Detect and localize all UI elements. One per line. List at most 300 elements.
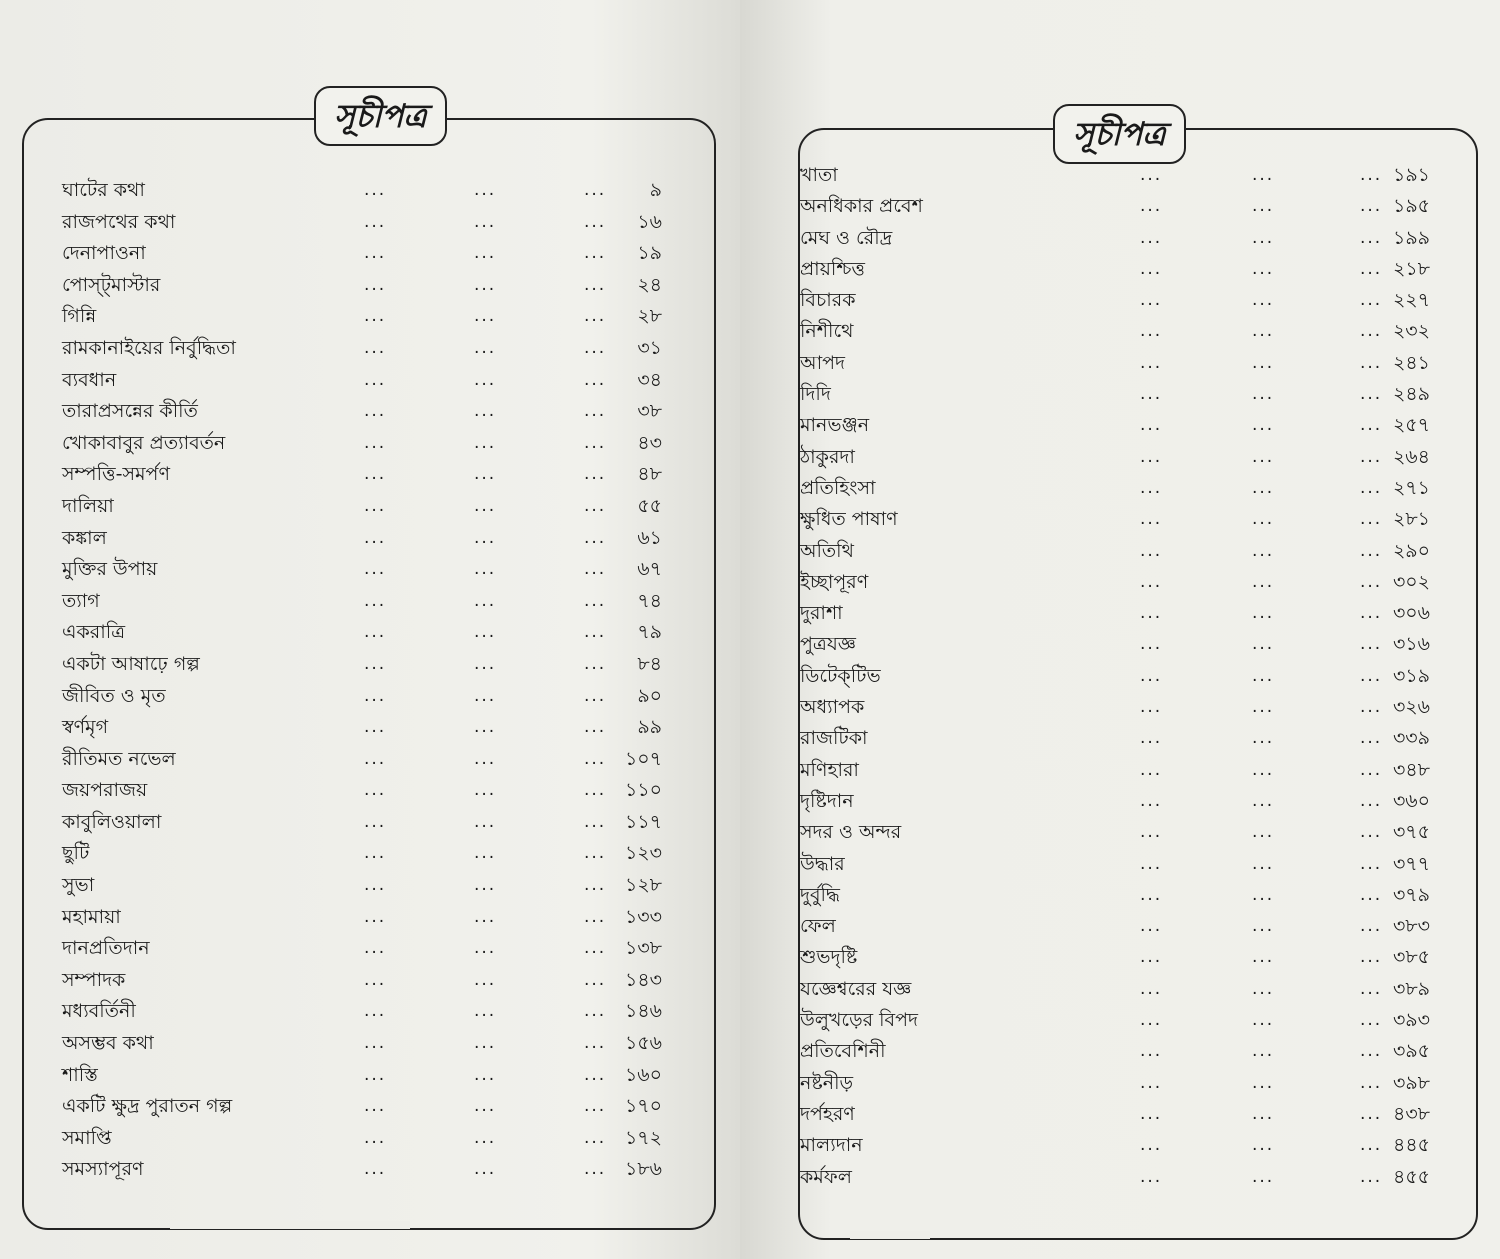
toc-entry-page-number: ১৯ xyxy=(637,242,662,265)
toc-entry-title: একটা আষাঢ়ে গল্প xyxy=(62,652,200,675)
toc-entry-title: মেঘ ও রৌদ্র xyxy=(800,226,893,249)
toc-entry xyxy=(62,1060,662,1092)
toc-entry xyxy=(800,379,1430,410)
toc-leader-dots: ... xyxy=(1140,258,1163,279)
toc-leader-dots: ... xyxy=(1252,540,1275,561)
toc-leader-dots: ... xyxy=(474,495,497,516)
toc-leader-dots: ... xyxy=(1252,415,1275,436)
toc-entry-title: প্রায়শ্চিত্ত xyxy=(800,257,865,280)
toc-entry-page-number: ১৮৬ xyxy=(624,1158,662,1181)
toc-entry xyxy=(800,1162,1430,1193)
toc-entry xyxy=(62,649,662,681)
toc-entry xyxy=(800,191,1430,222)
toc-entry xyxy=(800,911,1430,942)
toc-leader-dots: ... xyxy=(1140,947,1163,968)
toc-leader-dots: ... xyxy=(1360,446,1383,467)
toc-leader-dots: ... xyxy=(1252,352,1275,373)
toc-leader-dots: ... xyxy=(474,875,497,896)
toc-entry-title: রীতিমত নভেল xyxy=(62,747,176,770)
toc-entry-page-number: ১৯৯ xyxy=(1393,226,1430,249)
toc-entry xyxy=(62,175,662,207)
toc-entry xyxy=(800,567,1430,598)
toc-entry-title: ঠাকুরদা xyxy=(800,445,855,468)
toc-entry-title: কঙ্কাল xyxy=(62,526,107,549)
toc-leader-dots: ... xyxy=(364,748,387,769)
toc-leader-dots: ... xyxy=(584,369,607,390)
toc-entry-title: গিন্নি xyxy=(62,305,97,328)
toc-entry xyxy=(62,396,662,428)
toc-leader-dots: ... xyxy=(474,274,497,295)
toc-entry-page-number: ২৯০ xyxy=(1392,539,1430,562)
toc-leader-dots: ... xyxy=(474,622,497,643)
toc-leader-dots: ... xyxy=(1140,165,1163,185)
toc-leader-dots: ... xyxy=(1140,853,1163,874)
toc-entry-title: ডিটেক্‌টিভ xyxy=(800,664,881,687)
toc-leader-dots: ... xyxy=(584,969,607,990)
toc-leader-dots: ... xyxy=(1140,227,1163,248)
toc-leader-dots: ... xyxy=(474,180,497,200)
toc-entry xyxy=(62,459,662,491)
toc-entry-title: সম্পাদক xyxy=(62,968,126,991)
toc-entry-title: যজ্ঞেশ্বরের যজ্ঞ xyxy=(800,977,912,1000)
toc-entry-title: মহামায়া xyxy=(62,905,121,928)
toc-leader-dots: ... xyxy=(1360,571,1383,592)
toc-entry-page-number: ৯০ xyxy=(637,684,662,707)
toc-leader-dots: ... xyxy=(364,401,387,422)
toc-leader-dots: ... xyxy=(584,464,607,485)
toc-leader-dots: ... xyxy=(364,1096,387,1117)
toc-leader-dots: ... xyxy=(474,811,497,832)
toc-entry-page-number: ৩৪ xyxy=(637,368,662,391)
toc-leader-dots: ... xyxy=(1140,321,1163,342)
toc-entry xyxy=(62,586,662,618)
toc-entry-page-number: ৩২৬ xyxy=(1392,696,1430,719)
toc-entry xyxy=(62,712,662,744)
toc-leader-dots: ... xyxy=(1360,352,1383,373)
toc-leader-dots: ... xyxy=(474,780,497,801)
toc-entry-page-number: ৩৯৫ xyxy=(1392,1040,1430,1063)
toc-leader-dots: ... xyxy=(364,243,387,264)
toc-leader-dots: ... xyxy=(1360,884,1383,905)
toc-entry-page-number: ৩৮ xyxy=(637,400,662,423)
toc-leader-dots: ... xyxy=(584,306,607,327)
toc-entry-page-number: ৫৫ xyxy=(637,494,662,517)
toc-entry xyxy=(62,775,662,807)
toc-entry-page-number: ২৪ xyxy=(637,273,662,296)
toc-entry-title: অতিথি xyxy=(800,539,854,562)
toc-leader-dots: ... xyxy=(584,1159,607,1180)
toc-leader-dots: ... xyxy=(584,590,607,611)
toc-entry xyxy=(62,1091,662,1123)
toc-leader-dots: ... xyxy=(1360,759,1383,780)
toc-entry-title: মানভঞ্জন xyxy=(800,414,870,437)
toc-entry-title: রাজপথের কথা xyxy=(62,210,176,233)
toc-entry xyxy=(800,1068,1430,1099)
toc-entry xyxy=(800,348,1430,379)
toc-entry-page-number: ১১০ xyxy=(624,779,662,802)
toc-leader-dots: ... xyxy=(364,432,387,453)
toc-entry xyxy=(800,160,1430,191)
toc-entry-page-number: ১৫৬ xyxy=(624,1032,662,1055)
toc-entry-title: দুর্বুদ্ধি xyxy=(800,883,840,906)
toc-entry xyxy=(62,554,662,586)
toc-leader-dots: ... xyxy=(1360,477,1383,498)
toc-entry-title: বিচারক xyxy=(800,289,856,312)
toc-entry-page-number: ৩৭৫ xyxy=(1392,821,1430,844)
toc-leader-dots: ... xyxy=(474,432,497,453)
toc-entry xyxy=(800,473,1430,504)
toc-entry xyxy=(62,301,662,333)
toc-leader-dots: ... xyxy=(1360,822,1383,843)
toc-leader-dots: ... xyxy=(1252,603,1275,624)
toc-leader-dots: ... xyxy=(364,906,387,927)
toc-leader-dots: ... xyxy=(1252,1072,1275,1093)
toc-entry xyxy=(62,1028,662,1060)
toc-leader-dots: ... xyxy=(584,780,607,801)
toc-leader-dots: ... xyxy=(364,1064,387,1085)
toc-leader-dots: ... xyxy=(584,337,607,358)
toc-leader-dots: ... xyxy=(1252,227,1275,248)
toc-entry xyxy=(800,598,1430,629)
toc-entry-page-number: ৪৮ xyxy=(637,463,662,486)
toc-leader-dots: ... xyxy=(1252,759,1275,780)
toc-leader-dots: ... xyxy=(584,811,607,832)
toc-entry-page-number: ৪৫৫ xyxy=(1393,1165,1430,1188)
toc-leader-dots: ... xyxy=(1360,384,1383,405)
toc-entry xyxy=(800,661,1430,692)
toc-entry xyxy=(62,744,662,776)
toc-leader-dots: ... xyxy=(1252,1103,1275,1124)
toc-leader-dots: ... xyxy=(474,590,497,611)
toc-entry xyxy=(800,254,1430,285)
toc-entry-page-number: ২২৭ xyxy=(1392,289,1430,312)
toc-entry xyxy=(800,849,1430,880)
toc-entry-title: প্রতিহিংসা xyxy=(800,476,876,499)
toc-leader-dots: ... xyxy=(474,685,497,706)
toc-leader-dots: ... xyxy=(474,906,497,927)
toc-entry-title: ক্ষুধিত পাষাণ xyxy=(800,508,898,531)
toc-entry-page-number: ৪৪৫ xyxy=(1393,1134,1430,1157)
toc-leader-dots: ... xyxy=(1140,728,1163,749)
toc-entry-title: দুরাশা xyxy=(800,602,843,625)
toc-leader-dots: ... xyxy=(474,211,497,232)
toc-entry-title: ইচ্ছাপূরণ xyxy=(800,570,869,593)
toc-leader-dots: ... xyxy=(364,590,387,611)
toc-entry-title: শাস্তি xyxy=(62,1063,98,1086)
toc-leader-dots: ... xyxy=(1252,571,1275,592)
toc-leader-dots: ... xyxy=(584,1096,607,1117)
toc-entry-title: মুক্তির উপায় xyxy=(62,558,158,581)
toc-entry xyxy=(800,629,1430,660)
toc-leader-dots: ... xyxy=(1360,634,1383,655)
toc-leader-dots: ... xyxy=(364,1159,387,1180)
toc-entry-page-number: ২৬৪ xyxy=(1392,445,1430,468)
toc-leader-dots: ... xyxy=(1140,697,1163,718)
toc-leader-dots: ... xyxy=(1252,384,1275,405)
toc-entry xyxy=(62,617,662,649)
toc-entry-title: জয়পরাজয় xyxy=(62,779,148,802)
toc-leader-dots: ... xyxy=(474,748,497,769)
toc-leader-dots: ... xyxy=(364,527,387,548)
toc-leader-dots: ... xyxy=(584,906,607,927)
toc-entry-page-number: ২১৮ xyxy=(1392,257,1430,280)
toc-leader-dots: ... xyxy=(474,1001,497,1022)
toc-leader-dots: ... xyxy=(364,1127,387,1148)
toc-leader-dots: ... xyxy=(364,969,387,990)
toc-entry xyxy=(800,786,1430,817)
toc-entry-page-number: ২৭১ xyxy=(1392,476,1430,499)
toc-leader-dots: ... xyxy=(1252,1166,1275,1187)
toc-leader-dots: ... xyxy=(1140,916,1163,937)
toc-entry-page-number: ৩৮৫ xyxy=(1392,946,1430,969)
toc-leader-dots: ... xyxy=(1360,321,1383,342)
toc-leader-dots: ... xyxy=(1252,477,1275,498)
toc-leader-dots: ... xyxy=(1140,603,1163,624)
toc-entry-title: সদর ও অন্দর xyxy=(800,821,902,844)
toc-entry-title: দানপ্রতিদান xyxy=(62,937,150,960)
toc-entry-page-number: ৩৯৮ xyxy=(1392,1071,1430,1094)
toc-leader-dots: ... xyxy=(1140,446,1163,467)
toc-leader-dots: ... xyxy=(364,780,387,801)
toc-leader-dots: ... xyxy=(584,495,607,516)
toc-leader-dots: ... xyxy=(1140,1072,1163,1093)
toc-entry-title: দালিয়া xyxy=(62,494,114,517)
toc-entry xyxy=(62,238,662,270)
toc-leader-dots: ... xyxy=(584,1064,607,1085)
toc-entry-page-number: ৩১৯ xyxy=(1392,664,1430,687)
toc-leader-dots: ... xyxy=(474,369,497,390)
toc-leader-dots: ... xyxy=(1252,978,1275,999)
toc-entry xyxy=(800,285,1430,316)
toc-entry xyxy=(62,681,662,713)
toc-entry-title: কাবুলিওয়ালা xyxy=(62,810,162,833)
toc-entry-title: ব্যবধান xyxy=(62,368,117,391)
toc-entry xyxy=(800,974,1430,1005)
toc-leader-dots: ... xyxy=(1360,165,1383,185)
toc-leader-dots: ... xyxy=(364,369,387,390)
toc-leader-dots: ... xyxy=(584,653,607,674)
toc-entry-title: সমাপ্তি xyxy=(62,1126,112,1149)
toc-leader-dots: ... xyxy=(474,843,497,864)
toc-leader-dots: ... xyxy=(1360,916,1383,937)
toc-entry-title: মাল্যদান xyxy=(800,1134,863,1157)
toc-entry xyxy=(62,996,662,1028)
toc-leader-dots: ... xyxy=(1140,665,1163,686)
toc-leader-dots: ... xyxy=(1140,759,1163,780)
toc-leader-dots: ... xyxy=(1252,853,1275,874)
toc-leader-dots: ... xyxy=(1252,822,1275,843)
toc-entry xyxy=(800,880,1430,911)
toc-entry xyxy=(62,491,662,523)
toc-entry-page-number: ৩১ xyxy=(637,336,662,359)
toc-entry xyxy=(62,333,662,365)
toc-leader-dots: ... xyxy=(1252,196,1275,217)
toc-leader-dots: ... xyxy=(1140,290,1163,311)
left-page xyxy=(0,0,740,1259)
frame-gap xyxy=(850,1231,930,1239)
toc-entry xyxy=(800,1036,1430,1067)
toc-leader-dots: ... xyxy=(584,432,607,453)
toc-entry-page-number: ২৩২ xyxy=(1392,320,1430,343)
toc-leader-dots: ... xyxy=(1252,1041,1275,1062)
toc-entry-title: খোকাবাবুর প্রত্যাবর্তন xyxy=(62,431,226,454)
toc-leader-dots: ... xyxy=(364,180,387,200)
toc-entry-page-number: ৩০৬ xyxy=(1392,602,1430,625)
toc-entry-title: মণিহারা xyxy=(800,758,859,781)
toc-entry xyxy=(800,692,1430,723)
toc-entry-page-number: ১৪৬ xyxy=(624,1000,662,1023)
frame-gap xyxy=(170,1221,410,1229)
toc-entry-title: প্রতিবেশিনী xyxy=(800,1040,886,1063)
toc-leader-dots: ... xyxy=(584,274,607,295)
toc-entry xyxy=(62,807,662,839)
toc-leader-dots: ... xyxy=(1252,728,1275,749)
toc-entry-title: স্বর্ণমৃগ xyxy=(62,716,109,739)
toc-leader-dots: ... xyxy=(584,401,607,422)
toc-entry-page-number: ৩১৬ xyxy=(1392,633,1430,656)
toc-entry-page-number: ৩৭৭ xyxy=(1392,852,1430,875)
toc-leader-dots: ... xyxy=(474,527,497,548)
toc-leader-dots: ... xyxy=(1252,697,1275,718)
toc-leader-dots: ... xyxy=(1360,1103,1383,1124)
toc-leader-dots: ... xyxy=(1252,1010,1275,1031)
toc-leader-dots: ... xyxy=(584,180,607,200)
toc-leader-dots: ... xyxy=(584,748,607,769)
toc-entry-title: ফেল xyxy=(800,915,836,938)
toc-leader-dots: ... xyxy=(1252,916,1275,937)
toc-entry-title: জীবিত ও মৃত xyxy=(62,684,166,707)
toc-entry-title: একটি ক্ষুদ্র পুরাতন গল্প xyxy=(62,1095,233,1118)
toc-entry-title: সম্পত্তি-সমর্পণ xyxy=(62,463,170,486)
toc-entry xyxy=(800,723,1430,754)
toc-leader-dots: ... xyxy=(584,1033,607,1054)
toc-entry-title: অসম্ভব কথা xyxy=(62,1032,154,1055)
toc-entry-page-number: ৬১ xyxy=(637,526,662,549)
toc-entry-title: দেনাপাওনা xyxy=(62,242,146,265)
toc-entry-title: আপদ xyxy=(800,351,846,374)
toc-leader-dots: ... xyxy=(1140,352,1163,373)
toc-leader-dots: ... xyxy=(1252,321,1275,342)
toc-entry xyxy=(800,817,1430,848)
toc-leader-dots: ... xyxy=(1360,728,1383,749)
toc-entry-page-number: ৩৩৯ xyxy=(1392,727,1430,750)
toc-leader-dots: ... xyxy=(584,243,607,264)
toc-leader-dots: ... xyxy=(474,306,497,327)
toc-entry xyxy=(800,536,1430,567)
toc-entry-page-number: ৯ xyxy=(649,179,662,201)
toc-leader-dots: ... xyxy=(474,337,497,358)
toc-leader-dots: ... xyxy=(584,685,607,706)
toc-entry-page-number: ১২৩ xyxy=(624,842,662,865)
toc-entry-page-number: ৩৯৩ xyxy=(1392,1009,1430,1032)
toc-entry-page-number: ৪৩ xyxy=(637,431,662,454)
toc-leader-dots: ... xyxy=(584,1127,607,1148)
toc-entry-page-number: ৩৭৯ xyxy=(1392,883,1430,906)
toc-entry xyxy=(62,270,662,302)
toc-leader-dots: ... xyxy=(364,559,387,580)
toc-leader-dots: ... xyxy=(1360,1135,1383,1156)
toc-leader-dots: ... xyxy=(1360,509,1383,530)
toc-leader-dots: ... xyxy=(1360,1041,1383,1062)
toc-leader-dots: ... xyxy=(1360,1010,1383,1031)
toc-leader-dots: ... xyxy=(1140,1010,1163,1031)
toc-leader-dots: ... xyxy=(1360,540,1383,561)
toc-entry-page-number: ১৯৫ xyxy=(1393,195,1430,218)
toc-entry xyxy=(62,207,662,239)
toc-entry xyxy=(800,755,1430,786)
toc-entry xyxy=(800,316,1430,347)
toc-entry xyxy=(62,1154,662,1186)
toc-leader-dots: ... xyxy=(1360,697,1383,718)
toc-leader-dots: ... xyxy=(474,401,497,422)
toc-entry xyxy=(800,1130,1430,1161)
toc-leader-dots: ... xyxy=(364,337,387,358)
toc-leader-dots: ... xyxy=(1360,978,1383,999)
toc-leader-dots: ... xyxy=(364,875,387,896)
toc-leader-dots: ... xyxy=(1252,446,1275,467)
toc-leader-dots: ... xyxy=(1140,1041,1163,1062)
toc-leader-dots: ... xyxy=(474,653,497,674)
toc-leader-dots: ... xyxy=(1140,509,1163,530)
toc-leader-dots: ... xyxy=(1252,1135,1275,1156)
toc-leader-dots: ... xyxy=(1140,884,1163,905)
toc-leader-dots: ... xyxy=(1140,477,1163,498)
toc-entry xyxy=(62,523,662,555)
toc-leader-dots: ... xyxy=(1140,1103,1163,1124)
toc-leader-dots: ... xyxy=(1140,978,1163,999)
toc-leader-dots: ... xyxy=(474,1096,497,1117)
right-toc-list xyxy=(800,160,1430,1193)
toc-leader-dots: ... xyxy=(474,243,497,264)
toc-entry-title: তারাপ্রসন্নের কীর্তি xyxy=(62,400,198,423)
toc-entry-title: ত্যাগ xyxy=(62,589,100,612)
toc-entry xyxy=(800,504,1430,535)
toc-leader-dots: ... xyxy=(364,464,387,485)
toc-leader-dots: ... xyxy=(1360,290,1383,311)
toc-leader-dots: ... xyxy=(584,622,607,643)
toc-leader-dots: ... xyxy=(474,1127,497,1148)
toc-leader-dots: ... xyxy=(364,843,387,864)
toc-leader-dots: ... xyxy=(1360,227,1383,248)
toc-leader-dots: ... xyxy=(1360,1166,1383,1187)
toc-leader-dots: ... xyxy=(364,685,387,706)
toc-entry xyxy=(62,365,662,397)
toc-entry xyxy=(800,223,1430,254)
toc-entry-title: নষ্টনীড় xyxy=(800,1071,854,1094)
toc-leader-dots: ... xyxy=(1360,196,1383,217)
toc-entry-page-number: ১১৭ xyxy=(624,810,662,833)
toc-entry-page-number: ৬৭ xyxy=(637,558,662,581)
toc-entry-page-number: ১০৭ xyxy=(624,747,662,770)
toc-entry-page-number: ৩০২ xyxy=(1392,570,1430,593)
toc-leader-dots: ... xyxy=(1140,415,1163,436)
toc-entry-page-number: ৪৩৮ xyxy=(1392,1102,1430,1125)
toc-leader-dots: ... xyxy=(1140,634,1163,655)
toc-entry-page-number: ১৭০ xyxy=(624,1095,662,1118)
toc-leader-dots: ... xyxy=(1252,790,1275,811)
toc-leader-dots: ... xyxy=(584,875,607,896)
toc-entry-title: মধ্যবর্তিনী xyxy=(62,1000,136,1023)
toc-leader-dots: ... xyxy=(364,306,387,327)
toc-entry-page-number: ৮৪ xyxy=(637,652,662,675)
toc-leader-dots: ... xyxy=(474,717,497,738)
toc-entry-title: অধ্যাপক xyxy=(800,696,865,719)
toc-entry-title: সমস্যাপূরণ xyxy=(62,1158,144,1181)
toc-entry-title: খাতা xyxy=(800,164,838,186)
toc-leader-dots: ... xyxy=(584,559,607,580)
toc-leader-dots: ... xyxy=(474,1064,497,1085)
toc-leader-dots: ... xyxy=(584,527,607,548)
